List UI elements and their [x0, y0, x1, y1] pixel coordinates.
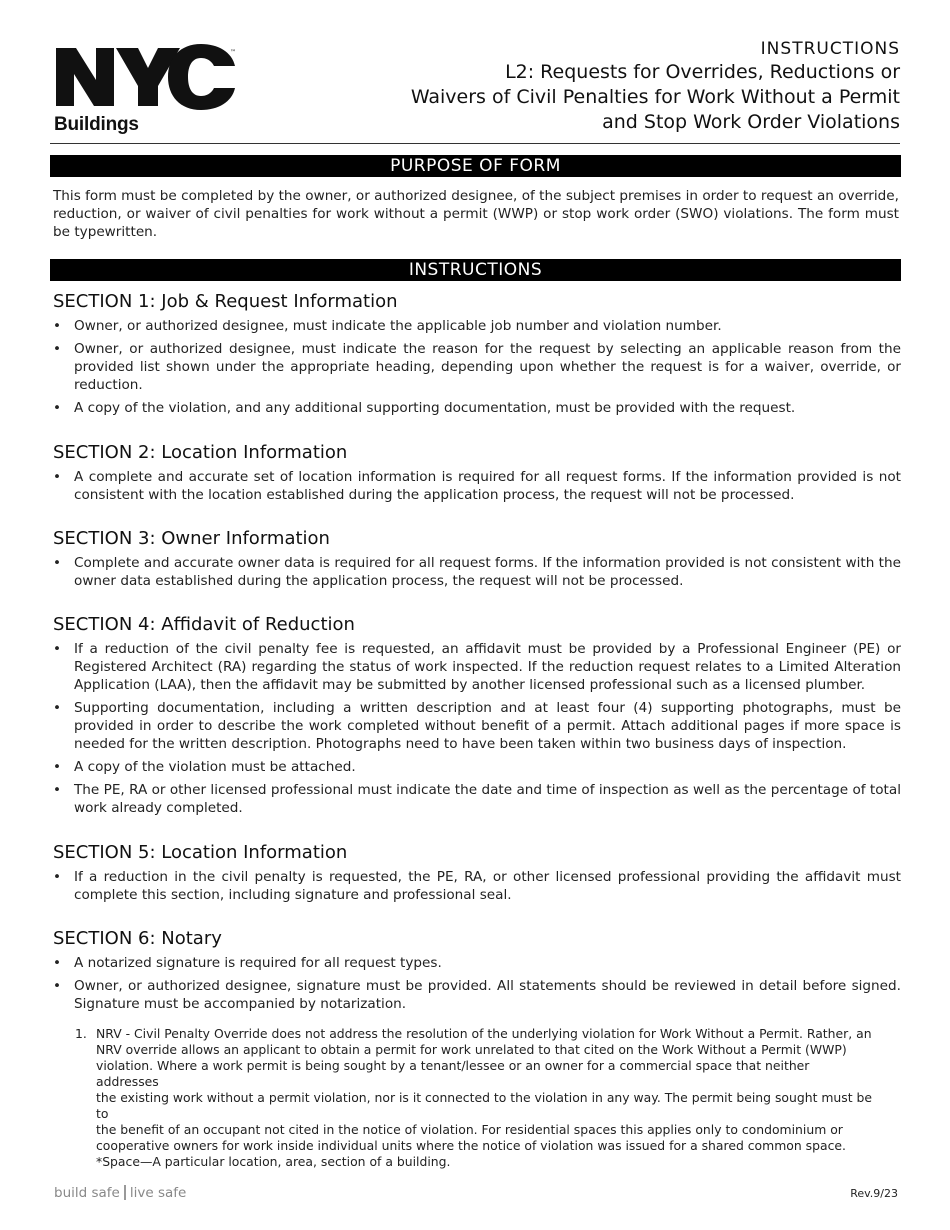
- header-title-line: and Stop Work Order Violations: [602, 111, 900, 133]
- bullet: •: [53, 318, 62, 334]
- section-list: [53, 317, 901, 417]
- section-4: [53, 614, 901, 822]
- list-item: [53, 868, 901, 904]
- list-item-text: The PE, RA or other licensed professional must indicate the date and time of inspection as well as the percentage of total work already completed.: [74, 782, 901, 816]
- footnote-line: violation. Where a work permit is being sought by a tenant/lessee or an owner for a commercial space that neither addresses: [96, 1058, 810, 1089]
- section-title: SECTION 6: Notary: [53, 928, 222, 949]
- bullet: •: [53, 869, 62, 885]
- footnote-line: *Space—A particular location, area, section of a building.: [96, 1154, 451, 1169]
- logo-subtext: Buildings: [54, 114, 139, 135]
- section-3: [53, 528, 901, 595]
- list-item-text: Owner, or authorized designee, signature must be provided. All statements should be reviewed in detail before signed. Signature must be accompanied by notarization.: [74, 978, 901, 1012]
- revision-label: Rev.9/23: [850, 1187, 898, 1200]
- footnote-line: the benefit of an occupant not cited in the notice of violation. For residential spaces this applies only to condominium or: [96, 1122, 843, 1137]
- trademark-symbol: ™: [230, 49, 236, 56]
- list-item: [53, 554, 901, 590]
- list-item-text: A copy of the violation, and any additional supporting documentation, must be provided with the request.: [74, 400, 796, 416]
- footer-slogan: [54, 1185, 186, 1201]
- section-6: [53, 928, 901, 1018]
- footnote-line: NRV - Civil Penalty Override does not address the resolution of the underlying violation for Work Without a Permit. Rather, an: [96, 1026, 872, 1041]
- slogan-build-safe: build safe: [54, 1185, 120, 1201]
- footnote-line: cooperative owners for work inside individual units where the notice of violation was issued for a shared common space.: [96, 1138, 846, 1153]
- bullet: •: [53, 469, 62, 485]
- page-header: [340, 38, 900, 135]
- nyc-buildings-logo: [54, 44, 238, 138]
- bullet: •: [53, 955, 62, 971]
- section-title: SECTION 2: Location Information: [53, 442, 348, 463]
- list-item-text: A copy of the violation must be attached.: [74, 759, 356, 775]
- purpose-heading-bar: PURPOSE OF FORM: [50, 155, 901, 177]
- instructions-heading-bar: INSTRUCTIONS: [50, 259, 901, 281]
- list-item: [53, 640, 901, 694]
- list-item-text: If a reduction of the civil penalty fee is requested, an affidavit must be provided by a Professional Engineer (PE) or Registered Architect (RA) regarding the status of work inspected. If the reduction request relates to a Limited Alteration Application (LAA), then the affidavit may be submitted by another licensed professional such as a licensed plumber.: [74, 641, 901, 693]
- section-title: SECTION 4: Affidavit of Reduction: [53, 614, 355, 635]
- bullet: •: [53, 759, 62, 775]
- list-item-text: Supporting documentation, including a written description and at least four (4) supporting photographs, must be provided in order to describe the work completed without benefit of a permit. Attach additional pages if more space is needed for the written description. Photographs need to have been taken within two business days of inspection.: [74, 700, 901, 752]
- section-list: [53, 868, 901, 904]
- section-title: SECTION 1: Job & Request Information: [53, 291, 398, 312]
- header-title-line: Waivers of Civil Penalties for Work Without a Permit: [410, 86, 900, 108]
- purpose-text: This form must be completed by the owner, or authorized designee, of the subject premises in order to request an override, reduction, or waiver of civil penalties for work without a permit (WWP) or stop work order (SWO) violations. The form must be typewritten.: [53, 188, 899, 240]
- section-5: [53, 842, 901, 909]
- footnote: [75, 1026, 875, 1170]
- section-1: [53, 291, 901, 422]
- bullet: •: [53, 978, 62, 994]
- list-item: [53, 781, 901, 817]
- bullet: •: [53, 700, 62, 716]
- list-item: [53, 468, 901, 504]
- list-item: [53, 977, 901, 1013]
- section-list: [53, 468, 901, 504]
- list-item: [53, 699, 901, 753]
- footnote-body: [75, 1026, 875, 1170]
- header-divider: [50, 143, 900, 144]
- list-item: [53, 340, 901, 394]
- section-list: [53, 640, 901, 817]
- header-title-line: L2: Requests for Overrides, Reductions or: [505, 61, 900, 83]
- bullet: •: [53, 782, 62, 798]
- list-item-text: Owner, or authorized designee, must indicate the reason for the request by selecting an applicable reason from the provided list shown under the appropriate heading, depending upon whether the request is for a waiver, override, or reduction.: [74, 341, 901, 393]
- bullet: •: [53, 641, 62, 657]
- section-2: [53, 442, 901, 509]
- nyc-logo-mark: [54, 44, 238, 110]
- section-title: SECTION 3: Owner Information: [53, 528, 330, 549]
- list-item-text: If a reduction in the civil penalty is requested, the PE, RA, or other licensed professional providing the affidavit must complete this section, including signature and professional seal.: [74, 869, 901, 903]
- list-item-text: A complete and accurate set of location information is required for all request forms. If the information provided is not consistent with the location established during the application process, the request will not be processed.: [74, 469, 901, 503]
- footnote-line: the existing work without a permit violation, nor is it connected to the violation in any way. The permit being sought must be to: [96, 1090, 873, 1121]
- footnote-number: 1.: [75, 1026, 87, 1041]
- bullet: •: [53, 400, 62, 416]
- list-item: [53, 317, 901, 335]
- section-list: [53, 554, 901, 590]
- bullet: •: [53, 341, 62, 357]
- list-item: [53, 399, 901, 417]
- list-item: [53, 954, 901, 972]
- section-title: SECTION 5: Location Information: [53, 842, 348, 863]
- slogan-divider: [124, 1185, 126, 1200]
- footnote-line: NRV override allows an applicant to obtain a permit for work unrelated to that cited on the Work Without a Permit (WWP): [96, 1042, 847, 1057]
- section-list: [53, 954, 901, 1013]
- list-item-text: Complete and accurate owner data is required for all request forms. If the information provided is not consistent with the owner data established during the application process, the request will not be processed.: [74, 555, 901, 589]
- slogan-live-safe: live safe: [129, 1185, 187, 1201]
- header-eyebrow: INSTRUCTIONS: [760, 39, 900, 59]
- list-item: [53, 758, 901, 776]
- list-item-text: Owner, or authorized designee, must indicate the applicable job number and violation number.: [74, 318, 722, 334]
- bullet: •: [53, 555, 62, 571]
- list-item-text: A notarized signature is required for all request types.: [74, 955, 442, 971]
